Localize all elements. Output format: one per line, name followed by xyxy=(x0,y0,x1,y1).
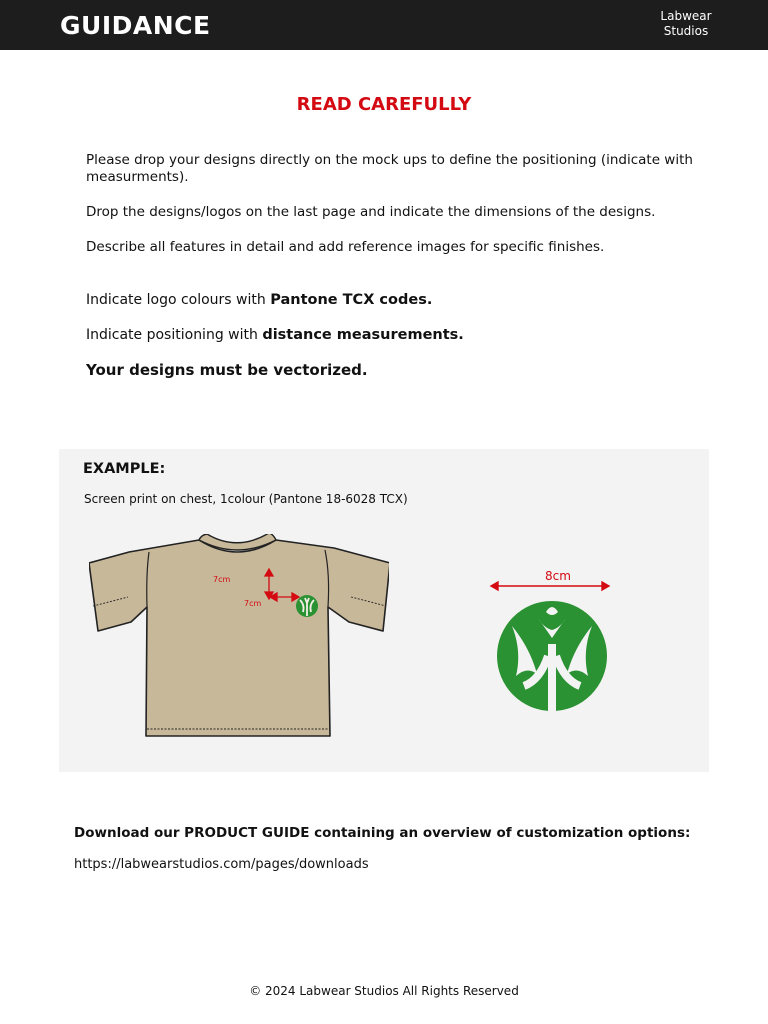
example-title: EXAMPLE: xyxy=(83,461,166,477)
footer-copyright: © 2024 Labwear Studios All Rights Reserved xyxy=(249,984,519,998)
instruction-pantone-text: Indicate logo colours with xyxy=(86,292,271,308)
horizontal-measure-label: 7cm xyxy=(244,599,262,608)
design-logo xyxy=(489,567,613,717)
vertical-measure-label: 7cm xyxy=(213,575,231,584)
download-guide-title: Download our PRODUCT GUIDE containing an overview of customization options: xyxy=(74,825,691,841)
logo-width-arrow xyxy=(491,582,609,590)
instruction-positioning-bold: distance measurements. xyxy=(262,327,464,343)
instruction-features: Describe all features in detail and add reference images for specific finishes. xyxy=(86,239,605,255)
download-link[interactable]: https://labwearstudios.com/pages/downloads xyxy=(74,857,369,872)
instruction-dimensions: Drop the designs/logos on the last page and indicate the dimensions of the designs. xyxy=(86,204,656,220)
read-carefully-heading: READ CAREFULLY xyxy=(296,94,472,115)
instruction-pantone-bold: Pantone TCX codes. xyxy=(270,292,433,308)
brand-logo-line1: Labwear xyxy=(660,9,712,23)
instruction-vectorized: Your designs must be vectorized. xyxy=(86,361,368,379)
instruction-pantone xyxy=(86,292,696,309)
tshirt-body xyxy=(89,540,389,736)
brand-logo[interactable] xyxy=(656,9,716,39)
instructions xyxy=(86,152,696,379)
logo-emblem xyxy=(497,601,607,712)
tshirt-mockup xyxy=(89,534,389,739)
example-panel xyxy=(59,449,709,772)
logo-width-label: 8cm xyxy=(545,569,571,583)
page-title: GUIDANCE xyxy=(60,11,211,40)
chest-logo xyxy=(296,595,318,617)
instruction-mockups: Please drop your designs directly on the mock ups to define the positioning (indicate with measurments). xyxy=(86,152,693,185)
instruction-positioning-text: Indicate positioning with xyxy=(86,327,263,343)
top-bar xyxy=(0,0,768,50)
brand-logo-line2: Studios xyxy=(663,24,709,38)
example-description: Screen print on chest, 1colour (Pantone 18-6028 TCX) xyxy=(84,492,408,506)
instruction-positioning xyxy=(86,327,696,344)
